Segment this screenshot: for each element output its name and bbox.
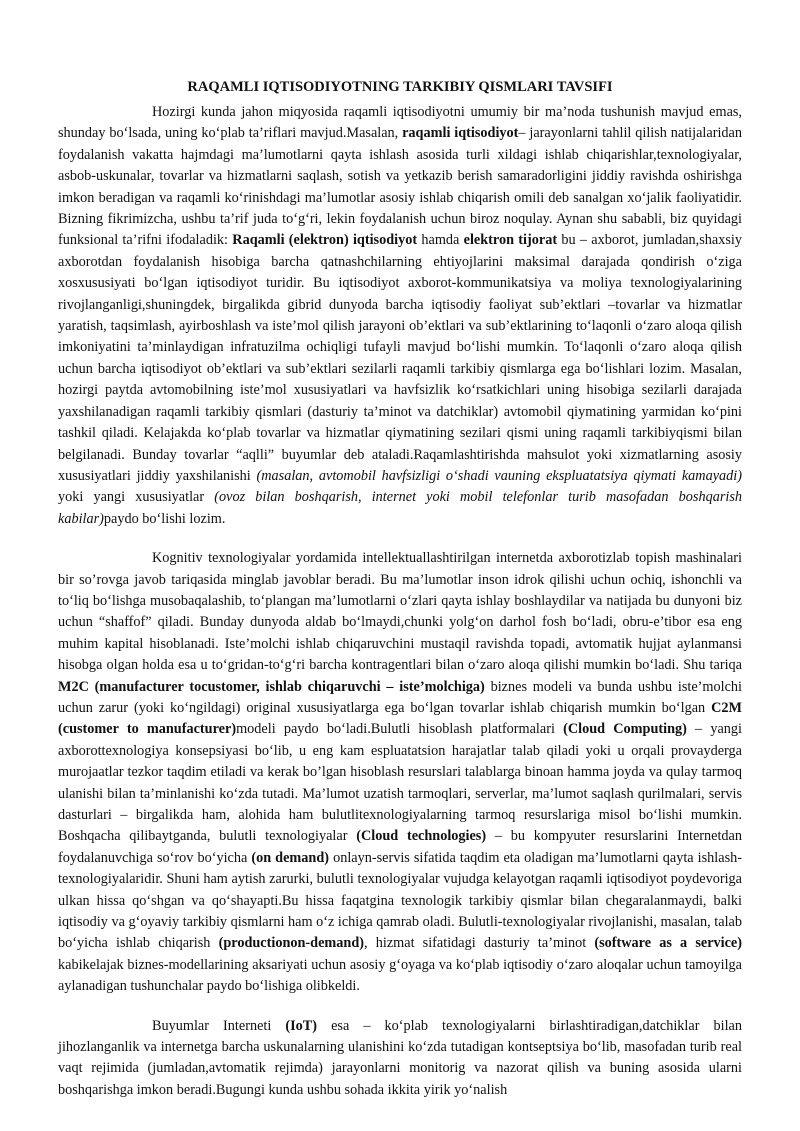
p1-bold-3: elektron tijorat bbox=[463, 232, 558, 249]
p1-italic-2: (ovoz bilan boshqarish, internet yoki mobil telefonlar turib masofadan boshqarish kabilar) bbox=[58, 489, 742, 527]
paragraph-1 bbox=[58, 102, 742, 530]
p2-text-1: Kognitiv texnologiyalar yordamida intellektuallashtirilgan internetda axborotizlab topish mashinalari bir so’rovga javob tariqasida minglab javoblar beradi. Bu ma’lumotlar inson idrok qilishi uchun ochiq, ishonchli va to‘liq bo‘lishga musobaqalashib, to‘plangan ma’lumotlarni o‘zlari qayta ishlay boshlaydilar va natijada bu dunyoni biz uchun “shaffof” qiladi. Bunday dunyoda aldab bo‘lmaydi,chunki yolg‘on darhol fosh bo‘ladi, obru-e’tibor esa eng muhim kapital hisoblanadi. Iste’molchi ishlab chiqaruvchini mustaqil ravishda topadi, avtomatik hujjat aylanmansi hisobga olgan holda esa u to‘gridan-to‘g‘ri barcha kontragentlari bilan o‘zaro aloqa qilishi mumkin bo‘ladi. Shu tariqa bbox=[58, 550, 742, 674]
p2-bold-7: (software as a service) bbox=[594, 935, 742, 952]
paragraph-3 bbox=[58, 1016, 742, 1102]
document-title: RAQAMLI IQTISODIYOTNING TARKIBIY QISMLARI TAVSIFI bbox=[187, 79, 613, 95]
p1-text-2: – jarayonlarni tahlil qilish natijalaridan foydalanish vakatta hajmdagi ma’lumotlarni qayta ishlash asosida turli xildagi ishlab chiqarishlar,texnologiyalar, asbob-uskunalar, tovarlar va hizmatlarni saqlash, sotish va yetkazib berish samaradorligini jiddiy ravishda oshirishga imkon beradigan va raqamli ko‘rinishdagi ma’lumotlar asosiy ishlab chiqarish omili deb sanalgan xo‘jalik faoliyatidir. Bizning fikrimizcha, ushbu ta’rif juda to‘g‘ri, lekin foydalanish uchun biroz noqulay. Aynan shu sababli, biz quyidagi funksional ta’rifni ifodaladik: bbox=[58, 125, 742, 249]
p2-bold-2: C2M (customer to manufacturer) bbox=[58, 699, 742, 738]
p1-italic-1: (masalan, avtomobil havfsizligi o‘shadi vauning ekspluatatsiya qiymati kamayadi) bbox=[256, 467, 742, 484]
p3-text-2: esa – ko‘plab texnologiyalarni birlashtiradigan,datchiklar bilan jihozlanganlik va internetga barcha uskunalarning ulanishini ko‘zda tutadigan kontseptsiya bo‘lib, masofadan turib real vaqt rejimida (jumladan,avtomatik rejimda) jarayonlarni monitorig va nazorat qilish va buning asosida ularni boshqarishga imkon beradi.Bugungi kunda ushbu sohada ikkita yirik yo‘nalish bbox=[58, 1017, 742, 1098]
p2-text-6: onlayn-servis sifatida taqdim eta oladigan ma’lumotlarni qayta ishlash-texnologiyalaridir. Shuni ham aytish zarurki, bulutli texnologiyalar vujudga kelayotgan raqamli iqtisodiyot poydevoriga ulkan hissa qo‘shgan va qo‘shayapti.Bu hissa faqatgina texnologik tarkibiy qismlar bilan chegaralanmaydi, balki iqtisodiy va g‘oyaviy tarkibiy qismlarni ham o‘z ichiga qamrab oladi. Bulutli-texnologiyalar rivojlanishi, masalan, talab bo‘yicha ishlab chiqarish bbox=[58, 849, 743, 952]
p1-text-6: paydo bo‘lishi lozim. bbox=[103, 510, 226, 527]
p2-bold-4: (Cloud technologies) bbox=[356, 828, 487, 845]
p1-text-3: hamda bbox=[417, 232, 464, 249]
p3-text-1: Buyumlar Interneti bbox=[152, 1017, 286, 1034]
paragraph-2 bbox=[58, 548, 742, 998]
p2-bold-6: (productionon-demand) bbox=[218, 935, 365, 952]
p3-bold-1: (IoT) bbox=[285, 1017, 318, 1034]
p1-bold-2: Raqamli (elektron) iqtisodiyot bbox=[232, 232, 418, 249]
p1-text-4: bu – axborot, jumladan,shaxsiy axborotdan foydalanish hisobiga barcha qatnashchilarning ehtiyojlarini maksimal darajada qondirish o‘ziga xosxususiyati bo‘lgan iqtisodiyot turidir. Bu iqtisodiyot axborot-kommunikatsiya va moliya texnologiyalarining rivojlanganligi,shuningdek, birgalikda gibrid dunyoda barcha iqtisodiy faoliyat sub’ektlari –tovarlar va hizmatlar yaratish, taqsimlash, ayirboshlash va iste’mol qilish jarayoni ob’ektlari va sub’ektlarining to‘laqonli o‘zaro aloqa qilish imkoniyatini ta’minlaydigan infratuzilma ochiqligi tufayli mavjud bo‘lishi mumkin. To‘laqonli o‘zaro aloqa qilish uchun barcha iqtisodiyot ob’ektlari va sub’ektlari sezilarli raqamli tarkibiy qismlarga ega bo‘lishlari lozim. Masalan, hozirgi paytda avtomobilning iste’mol xususiyatlari va havfsizlik ko‘rsatkichlari uning hisobiga sezilarli darajada yaxshilanadigan raqamli tarkibiy qismlari (dasturiy ta’minot va datchiklar) avtomobil qiymatining yarmidan ko‘pini tashkil qiladi. Kelajakda ko‘plab tovarlar va hizmatlar qiymatining sezilari qismi uning raqamli tarkibiyqismi bilan belgilanadi. Bunday tovarlar “aqlli” buyumlar deb ataladi.Raqamlashtirishda mahsulot yoki xizmatlarning asosiy xususiyatlari jiddiy yaxshilanishi bbox=[58, 232, 742, 484]
p2-text-8: kabikelajak biznes-modellarining aksariyati uchun asosiy g‘oyaga va ko‘plab iqtisodiy o‘zaro aloqalar uchun tamoyilga aylanadigan tushunchalar paydo bo‘lishiga olibkeldi. bbox=[58, 956, 742, 995]
p1-bold-1: raqamli iqtisodiyot bbox=[402, 125, 519, 142]
p2-text-5: – bu kompyuter resurslarini Internetdan foydalanuvchiga so‘rov bo‘yicha bbox=[58, 828, 743, 866]
p2-text-7: , hizmat sifatidagi dasturiy ta’minot bbox=[364, 935, 595, 952]
p2-text-3: modeli paydo bo‘ladi.Bulutli hisoblash platformalari bbox=[236, 721, 564, 738]
p1-text-1: Hozirgi kunda jahon miqyosida raqamli iqtisodiyotni umumiy bir ma’noda tushunish mavjud emas, shunday bo‘lsada, uning ko‘plab ta’riflari mavjud.Masalan, bbox=[58, 104, 742, 142]
p1-text-5: yoki yangi xususiyatlar bbox=[58, 489, 215, 506]
p2-bold-5: (on demand) bbox=[251, 849, 330, 866]
p2-text-4: – yangi axborottexnologiya konsepsiyasi bo‘lib, u eng kam espluatatsion harajatlar talab qiladi yoki u orqali provayderga murojaatlar tezkor taqdim etiladi va kerak bo’lgan hisoblash resurslari talablarga binoan hamma joyda va qulay tarmoq ulanishi bilan ta’minlanishi ko‘zda tutadi. Ma’lumot uzatish tarmoqlari, serverlar, ma’lumot saqlash qurilmalari, servis dasturlari – birgalikda ham, alohida ham bulutlitexnologiyalarning tarmoq resurslariga misol bo‘lishi mumkin. Boshqacha qilibaytganda, bulutli texnologiyalar bbox=[58, 721, 743, 845]
p2-bold-1: M2C (manufacturer tocustomer, ishlab chiqaruvchi – iste’molchiga) bbox=[58, 678, 485, 695]
p2-text-2: biznes modeli va bunda ushbu iste’molchi uchun zarur (yoki ko‘ngildagi) original xususiyatlarga ega bo‘lgan tovarlar ishlab chiqarish mumkin bo‘lgan bbox=[58, 678, 742, 716]
p2-bold-3: (Cloud Computing) bbox=[563, 721, 687, 738]
